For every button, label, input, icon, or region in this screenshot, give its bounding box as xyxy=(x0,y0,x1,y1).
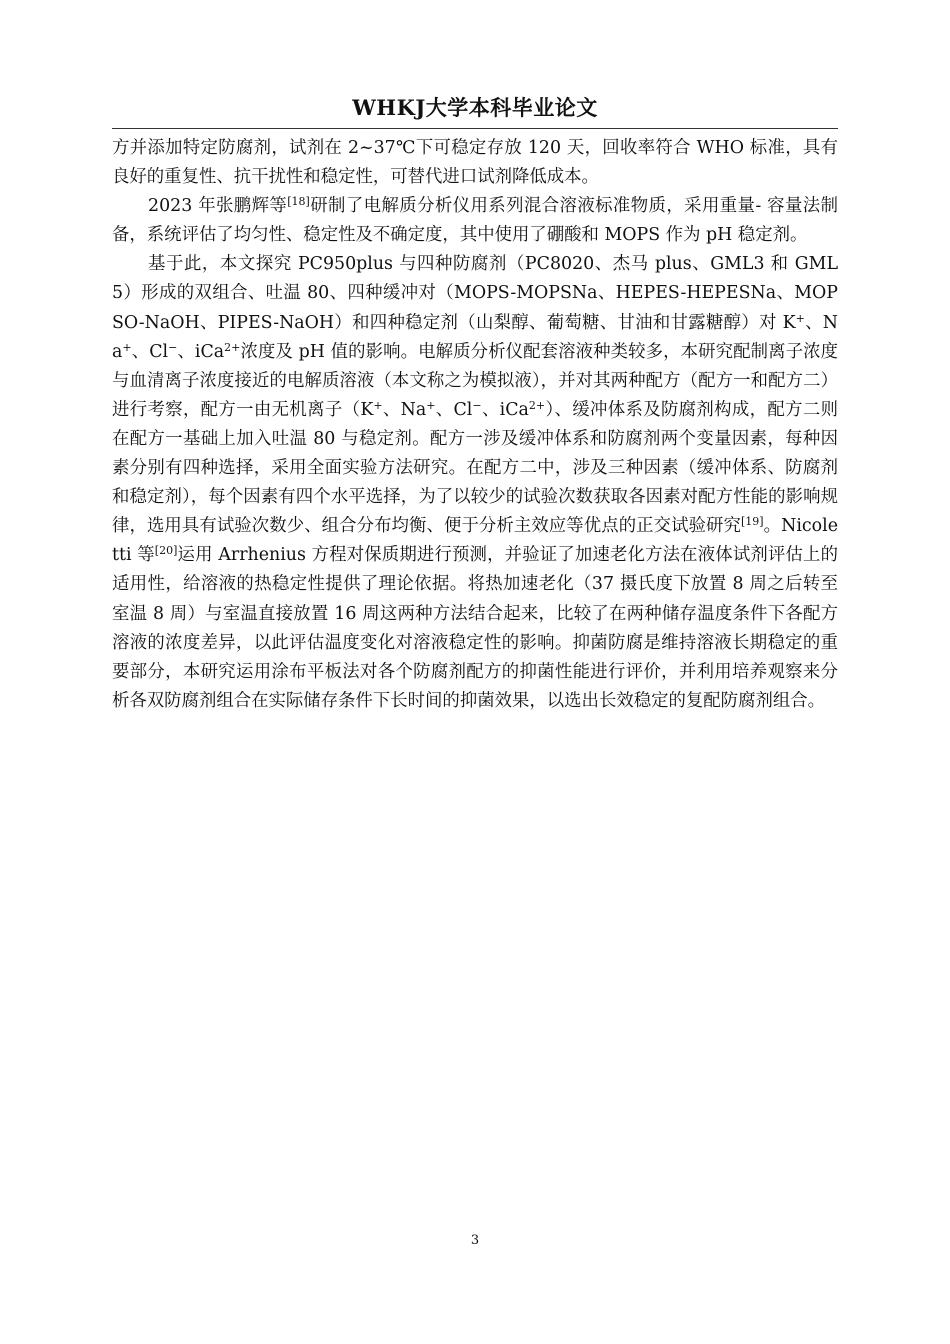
superscript: [20] xyxy=(154,544,178,558)
text-run: 基于此，本文探究 PC950plus 与四种防腐剂（PC8020、杰马 plus、GML3 和 GML5）形成的双组合、吐温 80、四种缓冲对（MOPS-MOPSNa、HEPES-HEPESNa、MOPSO-NaOH、PIPES-NaOH）和四种稳定剂（山梨醇、葡萄糖、甘油和甘露糖醇）对 K xyxy=(112,254,838,333)
running-header: WHKJ大学本科毕业论文 xyxy=(352,95,598,120)
body-text xyxy=(112,134,838,716)
superscript: [19] xyxy=(741,515,764,529)
text-run: ）、缓冲体系及防腐剂构成，配方二则在配方一基础上加入吐温 80 与稳定剂。配方一涉及缓冲体系和防腐剂两个变量因素，每种因素分别有四种选择，采用全面实验方法研究。在配方二中，涉及三种因素（缓冲体系、防腐剂和稳定剂），每个因素有四个水平选择，为了以较少的试验次数获取各因素对配方性能的影响规律，选用具有试验次数少、组合分布均衡、便于分析主效应等优点的正交试验研究 xyxy=(112,399,838,537)
text-run: 研制了电解质分析仪用系列混合溶液标准物质，采用重量- 容量法制备，系统评估了均匀性、稳定性及不确定度，其中使用了硼酸和 MOPS 作为 pH 稳定剂。 xyxy=(112,196,838,246)
superscript: − xyxy=(168,340,178,354)
text-run: 方并添加特定防腐剂，试剂在 2~37℃下可稳定存放 120 天，回收率符合 WHO 标准，具有良好的重复性、抗干扰性和稳定性，可替代进口试剂降低成本。 xyxy=(112,138,838,188)
superscript: 2+ xyxy=(528,398,546,412)
header-rule xyxy=(112,128,838,129)
text-run: 、iCa xyxy=(177,341,225,362)
page-number: 3 xyxy=(470,1233,480,1248)
superscript: + xyxy=(426,398,436,412)
text-run: 运用 Arrhenius 方程对保质期进行预测，并验证了加速老化方法在液体试剂评估上的适用性，给溶液的热稳定性提供了理论依据。将热加速老化（37 摄氏度下放置 8 周之后转至室温 8 周）与室温直接放置 16 周这两种方法结合起来，比较了在两种储存温度条件下各配方溶液的浓度差异，以此评估温度变化对溶液稳定性的影响。抑菌防腐是维持溶液长期稳定的重要部分，本研究运用涂布平板法对各个防腐剂配方的抑菌性能进行评价，并利用培养观察来分析各双防腐剂组合在实际储存条件下长时间的抑菌效果，以选出长效稳定的复配防腐剂组合。 xyxy=(112,545,838,711)
text-run: 、Cl xyxy=(131,341,169,362)
paragraph xyxy=(112,192,838,250)
text-run: 、Na xyxy=(382,399,427,420)
superscript: + xyxy=(795,311,805,325)
text-run: 、iCa xyxy=(481,399,529,420)
text-run: 、Cl xyxy=(435,399,473,420)
superscript: [18] xyxy=(287,195,310,209)
paragraph xyxy=(112,134,838,192)
text-run: 浓度及 pH 值的影响。电解质分析仪配套溶液种类较多，本研究配制离子浓度与血清离子浓度接近的电解质溶液（本文称之为模拟液），并对其两种配方（配方一和配方二）进行考察，配方一由无机离子（K xyxy=(112,341,838,420)
text-run: 、Na xyxy=(112,312,838,362)
paragraph xyxy=(112,250,838,716)
superscript: − xyxy=(472,398,482,412)
superscript: + xyxy=(373,398,383,412)
text-run: 2023 年张鹏辉等 xyxy=(148,196,288,217)
superscript: 2+ xyxy=(224,340,241,354)
text-run: 。Nicoletti 等 xyxy=(112,516,838,566)
superscript: + xyxy=(122,340,132,354)
